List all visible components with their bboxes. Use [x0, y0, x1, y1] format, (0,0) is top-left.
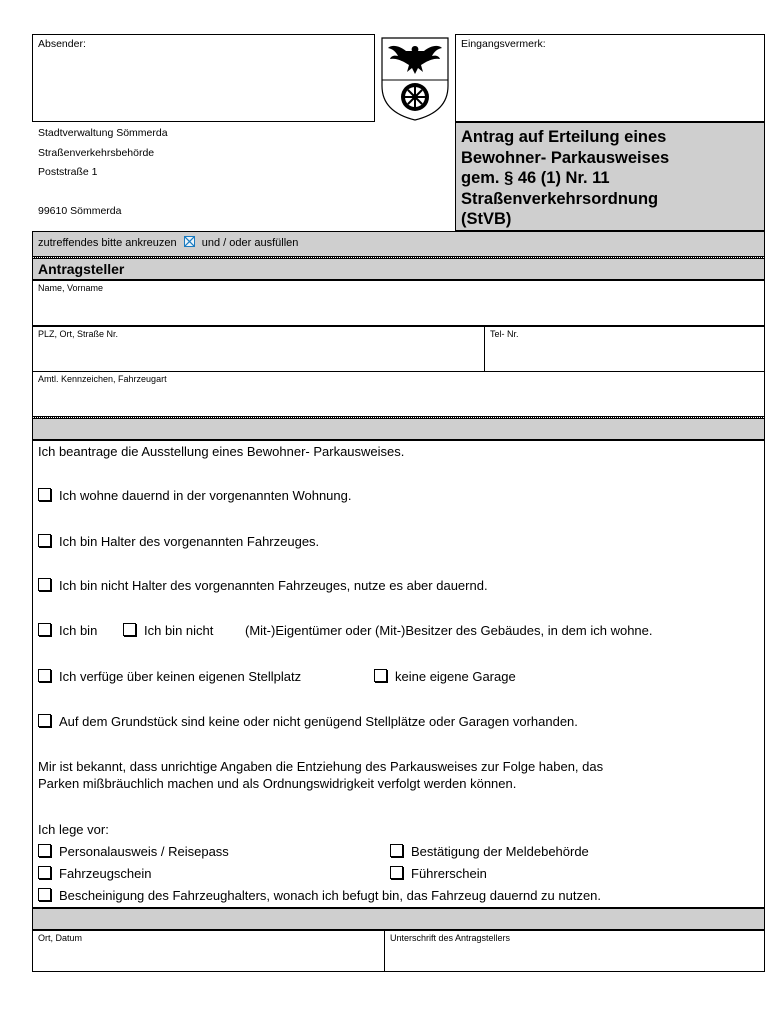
doc-id: [38, 844, 229, 859]
title-line-3: gem. § 46 (1) Nr. 11: [461, 169, 610, 187]
checkbox-doc-vehicle[interactable]: [38, 866, 51, 879]
title-line-2: Bewohner- Parkausweises: [461, 149, 670, 167]
doc-registration: [390, 844, 589, 859]
option-no-garage-label: keine eigene Garage: [395, 669, 516, 684]
checkbox-owner-no[interactable]: [123, 623, 136, 636]
checkbox-doc-certificate[interactable]: [38, 888, 51, 901]
option-owner-yes: [38, 623, 97, 638]
checkbox-no-space[interactable]: [38, 669, 51, 682]
option-not-holder: [38, 578, 488, 593]
title-line-5: (StVB): [461, 210, 512, 228]
title-line-1: Antrag auf Erteilung eines: [461, 128, 667, 146]
checkbox-holder[interactable]: [38, 534, 51, 547]
checkbox-doc-registration[interactable]: [390, 844, 403, 857]
receipt-label: Eingangsvermerk:: [461, 38, 546, 50]
applicant-heading-bar: [32, 258, 765, 280]
option-reside-label: Ich wohne dauernd in der vorgenannten Wohnung.: [59, 488, 352, 503]
instruction: [38, 236, 298, 249]
doc-certificate: [38, 888, 601, 903]
owner-statement: (Mit-)Eigentümer oder (Mit-)Besitzer des Gebäudes, in dem ich wohne.: [245, 623, 653, 638]
doc-license-label: Führerschein: [411, 866, 487, 881]
instruction-suffix: und / oder ausfüllen: [201, 237, 299, 249]
option-no-space-label: Ich verfüge über keinen eigenen Stellplatz: [59, 669, 302, 684]
doc-id-label: Personalausweis / Reisepass: [59, 844, 229, 859]
checkbox-reside[interactable]: [38, 488, 51, 501]
sender-label: Absender:: [38, 38, 86, 50]
title-line-4: Straßenverkehrsordnung: [461, 190, 659, 208]
coat-of-arms-icon: [376, 34, 454, 122]
checkbox-doc-id[interactable]: [38, 844, 51, 857]
option-property: [38, 714, 578, 729]
address-line-3: Poststraße 1: [38, 166, 98, 178]
name-field[interactable]: [32, 280, 765, 326]
submit-label: Ich lege vor:: [38, 822, 109, 837]
example-checkbox: [184, 236, 195, 247]
name-label: Name, Vorname: [38, 283, 104, 293]
signature-label: Unterschrift des Antragstellers: [390, 933, 511, 943]
option-owner-no-label: Ich bin nicht: [144, 623, 214, 638]
doc-registration-label: Bestätigung der Meldebehörde: [411, 844, 589, 859]
option-holder: [38, 534, 319, 549]
checkbox-property[interactable]: [38, 714, 51, 727]
checkbox-owner-yes[interactable]: [38, 623, 51, 636]
notice-line-1: Mir ist bekannt, dass unrichtige Angaben die Entziehung des Parkausweises zur Folge haben, das: [38, 759, 604, 774]
cross-icon: [185, 237, 194, 246]
place-date-label: Ort, Datum: [38, 933, 83, 943]
checkbox-no-garage[interactable]: [374, 669, 387, 682]
request-intro: Ich beantrage die Ausstellung eines Bewohner- Parkausweises.: [38, 444, 405, 459]
place-date-field[interactable]: [32, 930, 385, 972]
checkbox-not-holder[interactable]: [38, 578, 51, 591]
option-no-space: [38, 669, 301, 684]
option-owner-no: [123, 623, 213, 638]
doc-license: [390, 866, 487, 881]
option-not-holder-label: Ich bin nicht Halter des vorgenannten Fahrzeuges, nutze es aber dauernd.: [59, 578, 488, 593]
applicant-heading: Antragsteller: [38, 261, 125, 277]
plate-label: Amtl. Kennzeichen, Fahrzeugart: [38, 374, 167, 384]
address-line-1: Stadtverwaltung Sömmerda: [38, 127, 168, 139]
doc-certificate-label: Bescheinigung des Fahrzeughalters, wonach ich befugt bin, das Fahrzeug dauernd zu nutzen.: [59, 888, 602, 903]
address-label: PLZ, Ort, Straße Nr.: [38, 329, 119, 339]
option-no-garage: [374, 669, 516, 684]
instruction-prefix: zutreffendes bitte ankreuzen: [38, 237, 177, 249]
coat-of-arms: [376, 34, 454, 122]
address-line-2: Straßenverkehrsbehörde: [38, 147, 155, 159]
phone-label: Tel- Nr.: [490, 329, 519, 339]
footer-separator: [32, 908, 765, 930]
option-holder-label: Ich bin Halter des vorgenannten Fahrzeuges.: [59, 534, 320, 549]
notice-line-2: Parken mißbräuchlich machen und als Ordnungswidrigkeit verfolgt werden können.: [38, 776, 517, 791]
doc-vehicle: [38, 866, 152, 881]
phone-field[interactable]: [484, 326, 765, 372]
doc-vehicle-label: Fahrzeugschein: [59, 866, 152, 881]
option-property-label: Auf dem Grundstück sind keine oder nicht genügend Stellplätze oder Garagen vorhanden.: [59, 714, 578, 729]
address-line-4: 99610 Sömmerda: [38, 205, 122, 217]
option-reside: [38, 488, 351, 503]
section-separator: [32, 418, 765, 440]
checkbox-doc-license[interactable]: [390, 866, 403, 879]
option-owner-yes-label: Ich bin: [59, 623, 98, 638]
